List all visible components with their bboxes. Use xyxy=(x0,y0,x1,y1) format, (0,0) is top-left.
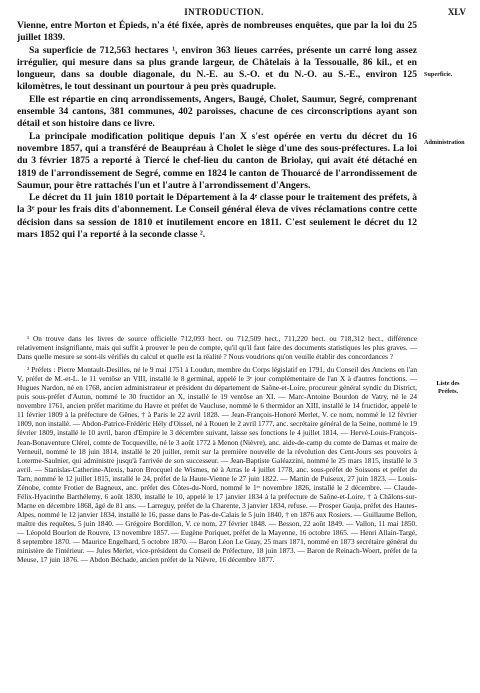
footnote-1: ¹ On trouve dans les livres de source officielle 712,093 hect. ou 712,509 hect., 711,220 hect. ou 718,312 hect., différence relativement insignifiante, mais qui suffit à prouver le peu de compte, qu'il qu'il faut faire des documents statistiques les plus graves. — Dans quelle mesure se sont-ils vérifiés du calcul et quelle est la réalité ? Nous voudrions qu'on veuille établir des concordances ? xyxy=(17,334,417,362)
paragraph-3: Elle est répartie en cinq arrondissements, Angers, Baugé, Cholet, Saumur, Segré, comprenant ensemble 34 cantons, 381 communes, 402 paroisses, chacune de ces circonscriptions ayant son détail et son histoire dans ce livre. xyxy=(17,93,417,130)
body-text xyxy=(17,20,417,241)
paragraph-5: Le décret du 11 juin 1810 portait le Département à la 4ᵉ classe pour le traitement des préfets, à la 3ᵉ pour les frais dits d'abonnement. Le Conseil général éleva de vives réclamations contre cette décision dans sa session de 1810 et inutilement encore en 1811. C'est seulement le décret du 12 mars 1852 qui l'a reporté à la seconde classe ². xyxy=(17,192,417,241)
paragraph-2: Sa superficie de 712,563 hectares ¹, environ 363 lieues carrées, présente un carré long assez irrégulier, qui mesure dans sa plus grande largeur, de Châtelais à la Tessoualle, 86 kil., et en longueur, dans sa double diagonale, du N.-E. au S.-O. et du N.-O. au S.-E., environ 125 kilomètres, le tout dessinant un pourtour à peu près quadruple. xyxy=(17,44,417,93)
margin-note-administration: Administration xyxy=(424,139,465,146)
footnotes xyxy=(17,334,417,565)
running-title: INTRODUCTION. xyxy=(184,7,264,17)
page-number: XLV xyxy=(447,7,466,17)
paragraph-1: Vienne, entre Morton et Épieds, n'a été fixée, après de nombreuses enquêtes, que par la loi du 25 juillet 1839. xyxy=(17,20,417,44)
margin-note-superficie: Superficie. xyxy=(424,71,453,78)
running-header xyxy=(0,7,480,21)
margin-note-liste-des-prefets: Liste des Préfets. xyxy=(436,380,460,395)
footnote-2: ² Préfets : Pierre Montault-Desilles, né le 9 mai 1751 à Loudun, membre du Corps législatif en 1791, du Conseil des Anciens en l'an V, préfet de M.-et-L. le 11 ventôse an VIII, installé le 8 germinal, appelé le 3ᵉ jour complémentaire de l'an X à d'autres fonctions. — Hugues Nardon, né en 1768, ancien administrateur et président du département de Saône-et-Loire, procureur général syndic du District, puis sous-préfet d'Autun, nommé le 30 fructidor an X, installé le 19 ventôse an XI. — Marc-Antoine Bourdon de Vatry, né le 24 novembre 1761, ancien préfet maritime du Havre et préfet de Vaucluse, nommé le 6 thermidor an XIII, installé le 14 fructidor, appelé le 11 février 1809 à la préfecture de Gênes, † à Paris le 22 avril 1828. — Jean-François-Honoré Merlet, V. ce nom, nommé le 12 février 1809, non installé. — Abdon-Patrice-Frédéric Hély d'Oissel, né à Rouen le 2 avril 1777, anc. secrétaire général de la Seine, nommé le 19 février 1809, installé le 10 avril, baron d'Empire le 3 décembre suivant, laisse ses fonctions le 4 juillet 1814. — Hervé-Louis-François-Jean-Bonaventure Clérel, comte de Tocqueville, né le 3 août 1772 à Menon (Nièvre), anc. aide-de-camp du comte de Damas et maire de Verneuil, nommé le 18 juin 1814, installé le 20 juillet, remit sur la première nouvelle de la révolution des Cent-Jours ses pouvoirs à Loterme-Saulnier, qui administre jusqu'à l'arrivée de son successeur. — Jean-Baptiste Galéazzini, nommé le 25 mars 1815, installé le 3 avril. — Stanislas-Catherine-Alexis, baron Brocquel de Wismes, né à Arras le 4 juillet 1778, anc. sous-préfet de Soissons et préfet du Tarn, nommé le 12 juillet 1815, installé le 24, préfet de la Haute-Vienne le 27 juin 1822. — Martin de Puiseux, 27 juin 1823. — Louis-Zénobe, comte Frotier de Bagneux, anc. préfet des Côtes-du-Nord, nommé le 1ᵉʳ novembre 1826, installé le 2 décembre. — Claude-Félix-Hyacinthe Barthélemy, 6 août 1830, installé le 10, appelé le 17 janvier 1834 à la préfecture de Saône-et-Loire, † à Châlons-sur-Marne en décembre 1868, âgé de 81 ans. — Larreguy, préfet de la Charente, 3 janvier 1834, refuse. — Prosper Gauja, préfet des Hautes-Alpes, nommé le 12 janvier 1834, installé le 16, passe dans le Pas-de-Calais le 5 juin 1840, † en 1876 aux Rosiers. — Guillaume Bellon, maître des requêtes, 5 juin 1840. — Grégoire Bordillon, V. ce nom, 27 février 1848. — Besson, 22 août 1849. — Vallon, 11 mai 1850. — Léopold Bourlon de Rouvre, 13 novembre 1857. — Eugène Poriquet, préfet de la Mayenne, 16 octobre 1865. — Henri Allain-Targé, 8 septembre 1870. — Maurice Engelhard, 5 octobre 1870. — Baron Léon Le Guay, 25 mars 1871, nommé en 1873 secrétaire général du ministère de l'intérieur. — Jules Merlet, vice-président du Conseil de Préfecture, 18 juin 1873. — Baron de Reinach-Woert, préfet de la Meuse, 17 juin 1876. — Abdon Béchade, ancien préfet de la Nièvre, 16 décembre 1877. xyxy=(17,365,417,565)
paragraph-4: La principale modification politique depuis l'an X s'est opérée en vertu du décret du 16 novembre 1857, qui a transféré de Beaupréau à Cholet le siège d'une des sous-préfectures. La loi du 3 février 1875 a reporté à Tiercé le chef-lieu du canton de Briolay, qui avait été détaché en 1819 de l'arrondissement de Segré, comme en 1824 le canton de Thouarcé de l'arrondissement de Saumur, pour être rattachés l'un et l'autre à l'arrondissement d'Angers. xyxy=(17,130,417,191)
